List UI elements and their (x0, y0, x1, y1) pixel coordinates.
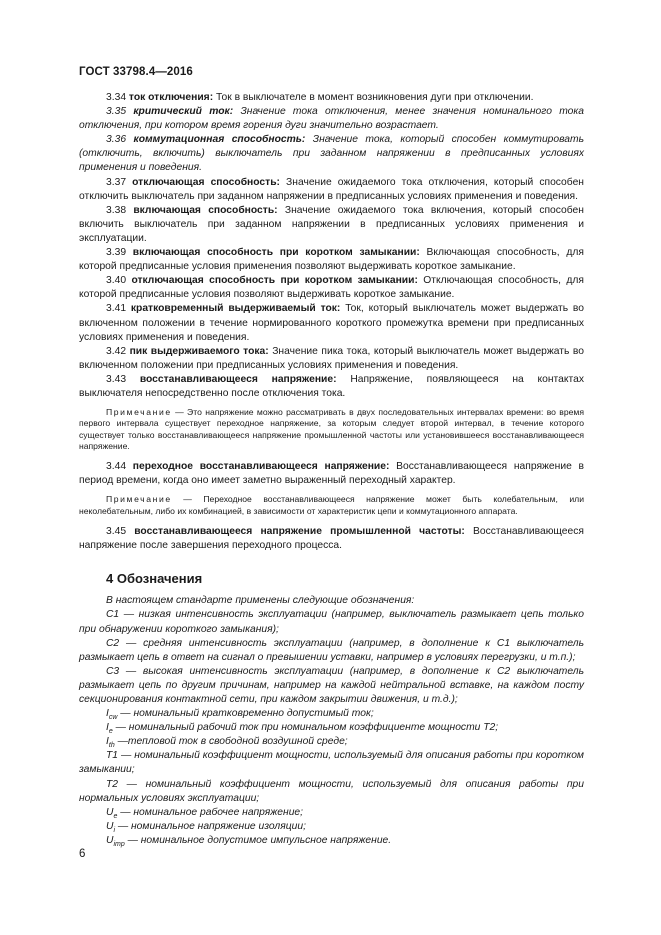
designations-intro: В настоящем стандарте применены следующие обозначения: (106, 595, 415, 607)
symbol-item: $U_i$ — номинальное напряжение изоляции; (106, 820, 306, 834)
symbol-item: $U_{imp}$ — номинальное допустимое импульсное напряжение. (106, 834, 392, 848)
term-paragraph: 3.39 включающая способность при коротком замыкании: Включающая способность, для которой предписанные условия применения позволяют выдерживать короткое замыкание. (79, 247, 584, 273)
term-paragraph: 3.38 включающая способность: Значение ожидаемого тока включения, который способен включить выключатель при заданном напряжении в предписанных условиях применения и эксплуатации. (79, 204, 584, 244)
term-paragraph: 3.42 пик выдерживаемого тока: Значение пика тока, который выключатель может выдержать во включенном положении при предписанных условиях применения и поведения. (79, 345, 584, 371)
designation-item: Т1 — номинальный коэффициент мощности, используемый для описания работы при коротком замыкании; (79, 750, 584, 776)
symbol-item: $U_e$ — номинальное рабочее напряжение; (106, 806, 304, 820)
symbol-item: $I_e$ — номинальный рабочий ток при номинальном коэффициенте мощности Т2; (106, 722, 499, 736)
term-paragraph-3-45: 3.45 восстанавливающееся напряжение промышленной частоты: Восстанавливающееся напряжение после завершения переходного процесса. (79, 526, 584, 552)
term-paragraph: 3.41 кратковременный выдерживаемый ток: Ток, который выключатель может выдержать во включенном положении в течение нормированного короткого промежутка времени при предписанных условиях применения и поведения. (79, 303, 584, 343)
note-2: Примечание — Переходное восстанавливающееся напряжение может быть колебательным, или неколебательным, либо их комбинацией, в зависимости от характеристик цепи и коммутационного аппарата. (79, 494, 584, 516)
designation-item: С3 — высокая интенсивность эксплуатации (например, в дополнение к С2 выключатель размыкает цепь по другим причинам, например на каждой нейтральной вставке, на каждом посту секционирования контактной сети, при каждом закрытии движения, и т.д.); (79, 665, 584, 705)
designation-item: Т2 — номинальный коэффициент мощности, используемый для описания работы при нормальных условиях эксплуатации; (79, 778, 584, 804)
term-paragraph: 3.36 коммутационная способность: Значение тока, который способен коммутировать (отключить, включить) выключатель при заданном напряжении в предписанных условиях применения и поведения. (79, 134, 584, 174)
document-header: ГОСТ 33798.4—2016 (79, 66, 193, 78)
designations-section (79, 594, 584, 848)
symbol-item: $I_{cw}$ — номинальный кратковременно допустимый ток; (106, 708, 374, 722)
designation-item: С1 — низкая интенсивность эксплуатации (например, выключатель размыкает цепь только при обнаружении короткого замыкания); (79, 609, 584, 635)
terms-list (79, 91, 584, 401)
term-paragraph: 3.43 восстанавливающееся напряжение: Напряжение, появляющееся на контактах выключателя непосредственно после отключения тока. (79, 373, 584, 399)
page-content (79, 91, 584, 848)
term-paragraph: 3.37 отключающая способность: Значение ожидаемого тока отключения, который способен отключить выключатель при заданном напряжении в предписанных условиях применения и поведения. (79, 176, 584, 202)
term-paragraph-3-44: 3.44 переходное восстанавливающееся напряжение: Восстанавливающееся напряжение в период времени, когда оно имеет заметно выраженный переходный характер. (79, 461, 584, 487)
symbol-item: $I_{th}$ —тепловой ток в свободной воздушной среде; (106, 736, 348, 750)
designation-item: С2 — средняя интенсивность эксплуатации (например, в дополнение к С1 выключатель размыкает цепь в ответ на сигнал о превышении уставки, например в условиях перегрузки, и т.п.); (79, 637, 584, 663)
section-title: 4 Обозначения (106, 571, 203, 587)
term-paragraph: 3.40 отключающая способность при коротком замыкании: Отключающая способность, для которой предписанные условия позволяют выдерживать короткое замыкание. (79, 275, 584, 301)
note-1: Примечание — Это напряжение можно рассматривать в двух последовательных интервалах времени: во время первого интервала существует переходное напряжение, за которым следует второй интервал, в течение которого существует только восстанавливающееся напряжение промышленной частоты или установившееся восстанавливающееся напряжение. (79, 407, 584, 451)
term-paragraph: 3.35 критический ток: Значение тока отключения, менее значения номинального тока отключения, при котором время горения дуги значительно возрастает. (79, 106, 584, 132)
page-number: 6 (79, 848, 86, 860)
term-paragraph: 3.34 ток отключения: Ток в выключателе в момент возникновения дуги при отключении. (106, 92, 534, 103)
